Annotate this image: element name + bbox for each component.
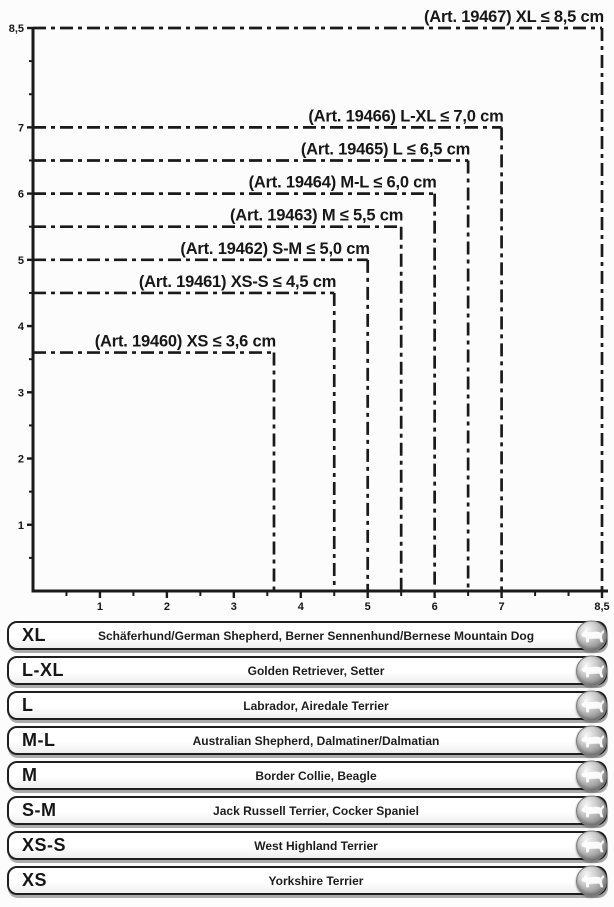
breed-list: Labrador, Airedale Terrier: [243, 698, 389, 713]
dog-icon: [576, 690, 607, 721]
breed-list: Schäferhund/German Shepherd, Berner Sennenhund/Bernese Mountain Dog: [97, 628, 535, 643]
y-tick-label: 2: [17, 453, 24, 466]
x-tick-label: 2: [163, 601, 170, 613]
series-label: (Art. 19462) S-M ≤ 5,0 cm: [180, 239, 370, 258]
size-label: XS: [22, 869, 48, 890]
size-table-row: [7, 621, 607, 650]
size-label: M-L: [22, 729, 56, 750]
y-tick-label: 1: [17, 519, 24, 532]
breed-list: West Highland Terrier: [254, 838, 378, 853]
breed-list: Yorkshire Terrier: [268, 873, 364, 888]
series-label: (Art. 19460) XS ≤ 3,6 cm: [94, 332, 276, 351]
series-label: (Art. 19464) M-L ≤ 6,0 cm: [248, 173, 437, 192]
x-tick-label: 5: [364, 601, 371, 613]
size-table-row: [7, 691, 607, 720]
dog-icon: [576, 865, 607, 896]
y-tick-label: 6: [17, 188, 24, 201]
series-label: (Art. 19463) M ≤ 5,5 cm: [229, 206, 404, 225]
y-tick-label: 3: [17, 387, 24, 400]
breed-list: Australian Shepherd, Dalmatiner/Dalmatian: [192, 733, 440, 748]
breed-list: Golden Retriever, Setter: [247, 663, 385, 678]
x-tick-label: 8,5: [594, 601, 610, 613]
x-tick-label: 6: [431, 601, 438, 613]
breed-list: Border Collie, Beagle: [255, 768, 377, 783]
breed-list: Jack Russell Terrier, Cocker Spaniel: [213, 803, 419, 818]
dog-icon: [576, 795, 607, 826]
series-label: (Art. 19461) XS-S ≤ 4,5 cm: [138, 272, 337, 291]
size-table-row: [7, 866, 607, 895]
size-table-row: [7, 656, 607, 685]
size-table-row: [7, 796, 607, 825]
size-table-row: [7, 726, 607, 755]
dog-icon: [576, 760, 607, 791]
size-table: [7, 621, 607, 901]
y-tick-label: 4: [17, 321, 24, 334]
x-tick-label: 7: [498, 601, 505, 613]
series-label: (Art. 19467) XL ≤ 8,5 cm: [423, 8, 604, 26]
series-label: (Art. 19466) L-XL ≤ 7,0 cm: [308, 107, 504, 126]
size-label: L: [22, 694, 34, 715]
dog-icon: [576, 620, 607, 651]
size-label: M: [22, 764, 38, 785]
size-label: L-XL: [22, 659, 64, 680]
x-tick-label: 4: [297, 601, 304, 613]
y-tick-label: 5: [17, 254, 24, 267]
y-tick-label: 8,5: [8, 23, 24, 35]
size-table-row: [7, 761, 607, 790]
dog-icon: [576, 830, 607, 861]
y-tick-label: 7: [17, 122, 24, 135]
size-table-row: [7, 831, 607, 860]
dog-icon: [576, 725, 607, 756]
size-label: S-M: [22, 799, 57, 820]
x-tick-label: 3: [230, 601, 237, 613]
dog-icon: [576, 655, 607, 686]
x-tick-label: 1: [96, 601, 104, 613]
size-label: XL: [22, 624, 47, 645]
series-label: (Art. 19465) L ≤ 6,5 cm: [300, 140, 471, 159]
size-label: XS-S: [22, 834, 67, 855]
